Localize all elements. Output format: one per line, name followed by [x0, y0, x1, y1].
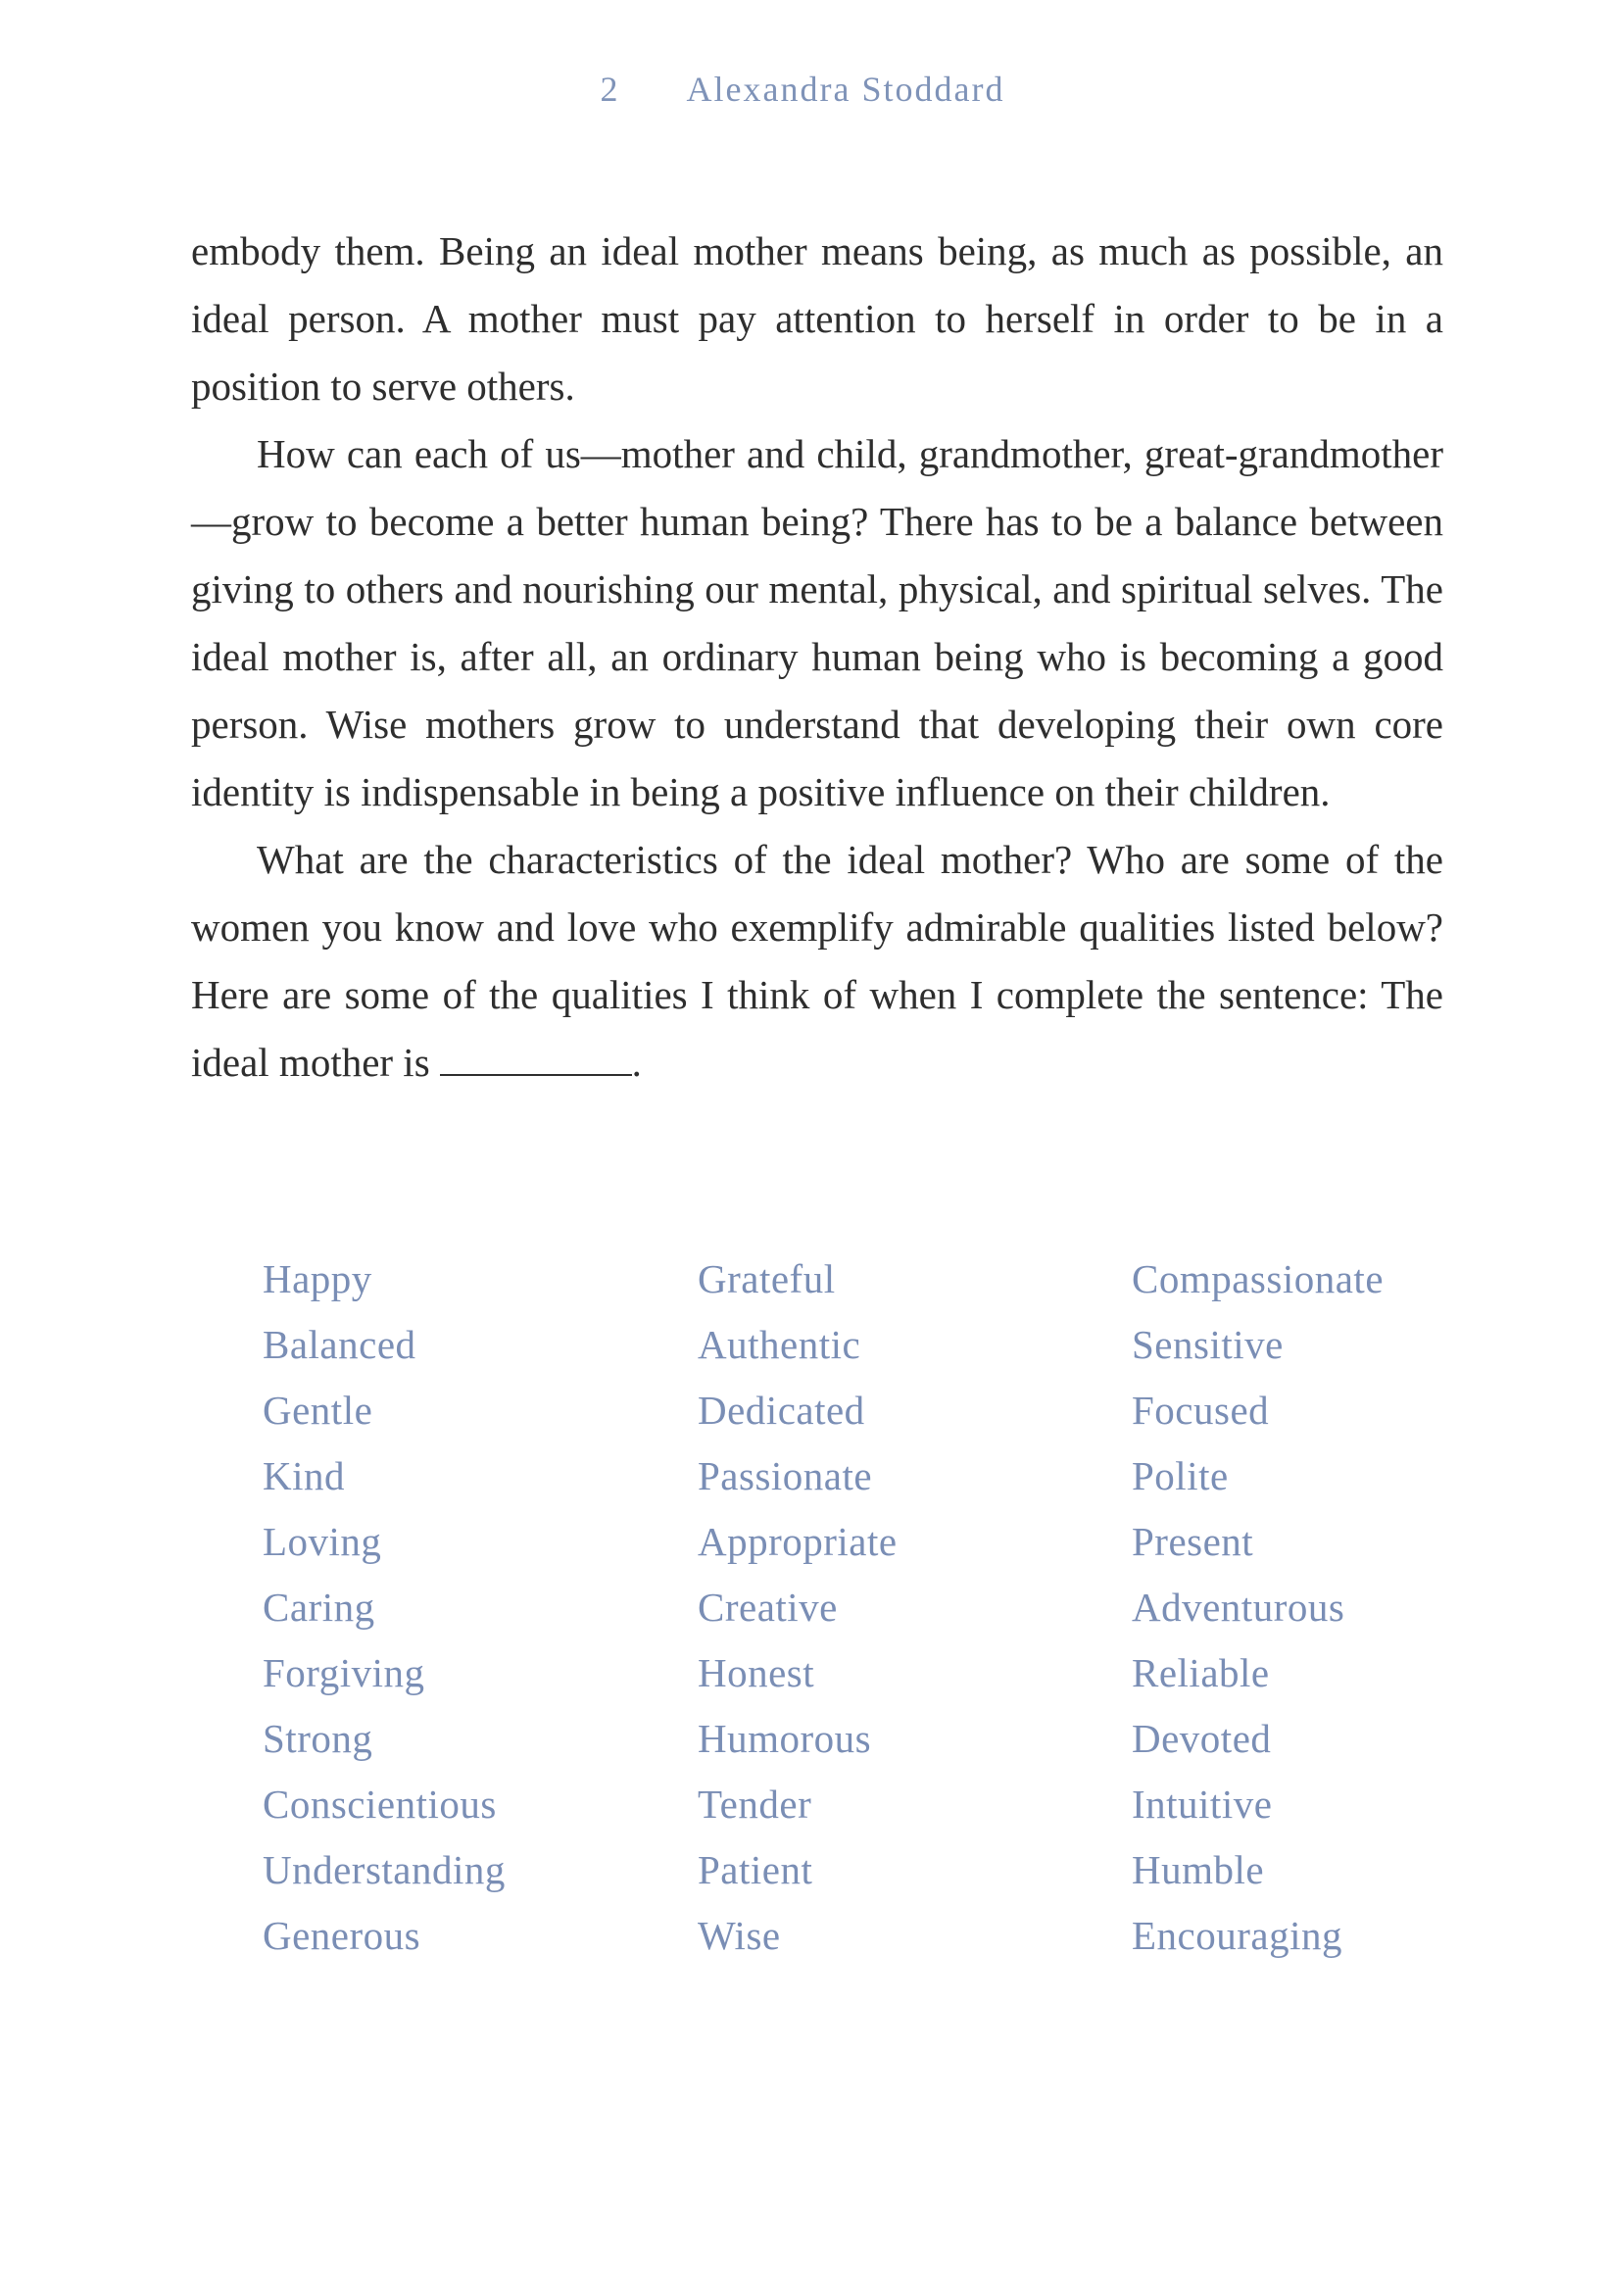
quality-item: Passionate — [698, 1453, 873, 1498]
quality-item: Gentle — [263, 1388, 373, 1433]
quality-item: Balanced — [263, 1322, 416, 1367]
paragraph-1: embody them. Being an ideal mother means being, as much as possible, an ideal person. A mother must pay attention to herself in order to be in a position to serve others. — [191, 228, 1443, 409]
quality-item: Intuitive — [1132, 1782, 1273, 1827]
quality-item: Wise — [698, 1913, 781, 1958]
quality-item: Grateful — [698, 1256, 836, 1301]
quality-item: Humble — [1132, 1847, 1265, 1892]
quality-item: Polite — [1132, 1453, 1229, 1498]
quality-item: Patient — [698, 1847, 813, 1892]
qualities-column-2 — [698, 1246, 898, 1969]
quality-item: Reliable — [1132, 1650, 1270, 1695]
quality-item: Conscientious — [263, 1782, 497, 1827]
page-number: 2 — [600, 70, 618, 109]
quality-item: Dedicated — [698, 1388, 865, 1433]
quality-item: Happy — [263, 1256, 372, 1301]
quality-item: Adventurous — [1132, 1585, 1345, 1630]
quality-item: Creative — [698, 1585, 838, 1630]
paragraph-3 — [191, 826, 1443, 1097]
quality-item: Caring — [263, 1585, 375, 1630]
running-head — [0, 69, 1605, 110]
quality-item: Appropriate — [698, 1519, 898, 1564]
quality-item: Focused — [1132, 1388, 1270, 1433]
body-text — [191, 218, 1443, 1097]
quality-item: Present — [1132, 1519, 1254, 1564]
quality-item: Honest — [698, 1650, 815, 1695]
quality-item: Understanding — [263, 1847, 506, 1892]
quality-item: Encouraging — [1132, 1913, 1342, 1958]
qualities-column-3 — [1132, 1246, 1384, 1969]
quality-item: Authentic — [698, 1322, 861, 1367]
quality-item: Devoted — [1132, 1716, 1272, 1761]
paragraph-2: How can each of us—mother and child, grandmother, great-grandmother—grow to become a better human being? There has to be a balance between giving to others and nourishing our mental, physical, and spiritual selves. The ideal mother is, after all, an ordinary human being who is becoming a good person. Wise mothers grow to understand that developing their own core identity is indispensable in being a positive influence on their children. — [191, 431, 1443, 814]
quality-item: Humorous — [698, 1716, 872, 1761]
quality-item: Sensitive — [1132, 1322, 1284, 1367]
paragraph-3-text: What are the characteristics of the ideal mother? Who are some of the women you know and love who exemplify admirable qualities listed below? Here are some of the qualities I think of when I complete the sentence: The ideal mother is — [191, 837, 1443, 1085]
quality-item: Forgiving — [263, 1650, 425, 1695]
sentence-period: . — [631, 1040, 642, 1085]
quality-item: Loving — [263, 1519, 382, 1564]
qualities-column-1 — [263, 1246, 506, 1969]
quality-item: Compassionate — [1132, 1256, 1385, 1301]
quality-item: Generous — [263, 1913, 421, 1958]
quality-item: Tender — [698, 1782, 812, 1827]
quality-item: Kind — [263, 1453, 345, 1498]
author-name: Alexandra Stoddard — [686, 70, 1005, 109]
fill-in-blank — [440, 1043, 632, 1076]
quality-item: Strong — [263, 1716, 373, 1761]
